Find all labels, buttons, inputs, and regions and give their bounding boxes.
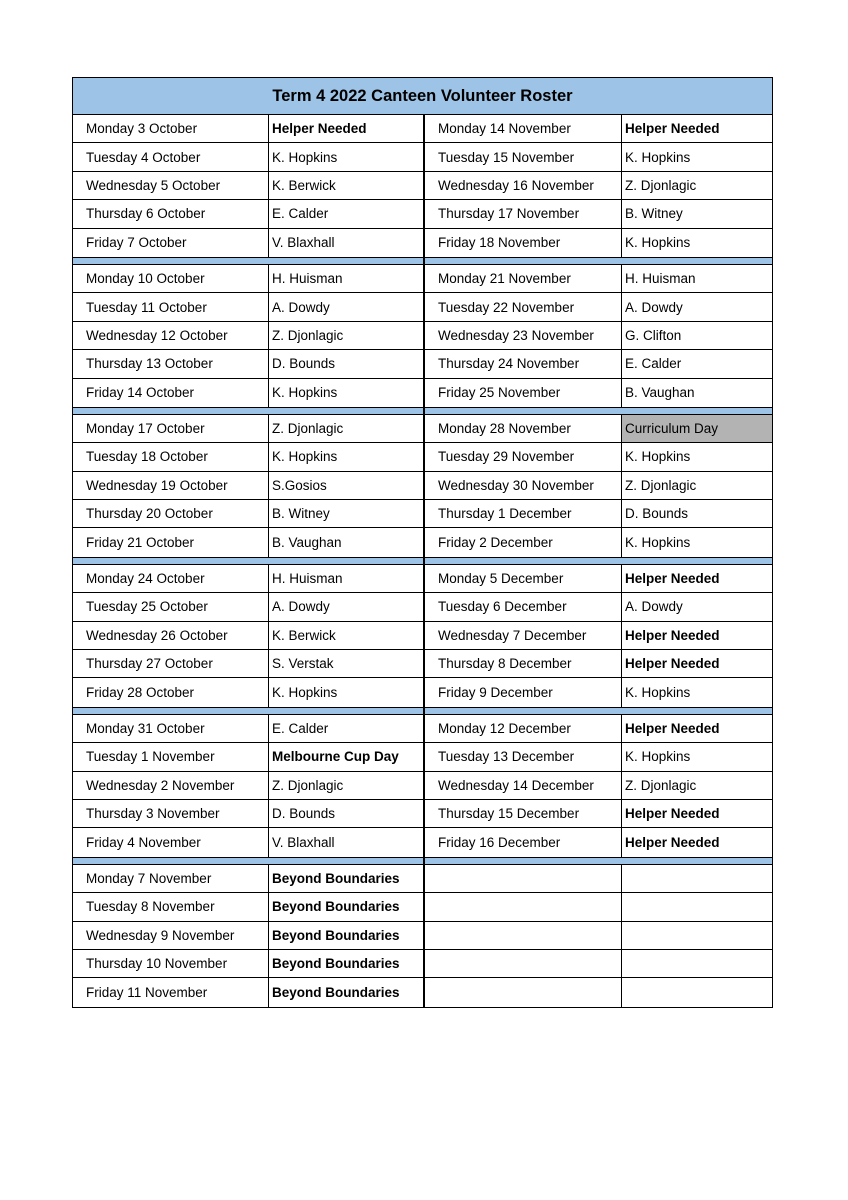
day-cell: Wednesday 26 October [73,622,269,649]
volunteer-cell: D. Bounds [272,356,336,372]
day-cell: Friday 21 October [73,528,269,556]
week-block [73,265,423,407]
week-block [425,115,772,257]
roster-row [425,865,772,893]
day-cell: Monday 5 December [425,565,622,592]
volunteer-cell: A. Dowdy [272,299,330,315]
roster-row [73,800,423,828]
day-cell [425,950,622,977]
day-cell: Thursday 20 October [73,500,269,527]
roster-row [73,200,423,228]
day-cell: Wednesday 14 December [425,772,622,799]
roster-row [73,593,423,621]
day-cell [425,978,622,1006]
volunteer-cell: D. Bounds [625,506,689,522]
volunteer-cell [622,865,772,892]
day-cell: Tuesday 4 October [73,143,269,170]
day-cell [425,893,622,920]
day-cell: Thursday 8 December [425,650,622,677]
day-cell: Tuesday 1 November [73,743,269,770]
roster-row [73,443,423,471]
roster-row [425,622,772,650]
volunteer-cell: D. Bounds [272,806,336,822]
day-cell: Thursday 15 December [425,800,622,827]
volunteer-cell: Z. Djonlagic [272,421,344,437]
volunteer-cell: K. Hopkins [272,685,338,701]
volunteer-cell: V. Blaxhall [272,235,335,251]
day-cell: Friday 25 November [425,379,622,407]
volunteer-cell: E. Calder [272,206,329,222]
day-cell: Friday 9 December [425,678,622,706]
volunteer-cell: Helper Needed [625,627,720,643]
volunteer-cell: K. Hopkins [625,449,691,465]
week-block [425,865,772,1007]
week-separator [73,557,423,565]
day-cell: Monday 14 November [425,115,622,142]
roster-row [425,293,772,321]
roster-row [425,593,772,621]
week-separator [425,407,772,415]
roster-row [73,865,423,893]
roster-row [425,143,772,171]
roster-row [425,115,772,143]
roster-row [425,950,772,978]
roster-row [73,565,423,593]
volunteer-cell: E. Calder [272,721,329,736]
day-cell: Monday 24 October [73,565,269,592]
day-cell: Thursday 6 October [73,200,269,227]
day-cell: Friday 2 December [425,528,622,556]
day-cell: Monday 17 October [73,415,269,442]
day-cell: Friday 7 October [73,229,269,257]
roster-row [425,200,772,228]
volunteer-cell: Beyond Boundaries [272,956,400,972]
volunteer-cell: Helper Needed [625,806,720,822]
roster-row [73,415,423,443]
day-cell: Thursday 13 October [73,350,269,377]
volunteer-cell [622,893,772,920]
week-block [425,265,772,407]
roster-row [73,950,423,978]
day-cell: Tuesday 25 October [73,593,269,620]
volunteer-cell: Z. Djonlagic [625,177,697,193]
day-cell: Thursday 27 October [73,650,269,677]
roster-row [425,322,772,350]
day-cell: Tuesday 11 October [73,293,269,320]
volunteer-cell: V. Blaxhall [272,835,335,851]
week-block [73,115,423,257]
roster-row [425,922,772,950]
volunteer-cell: E. Calder [625,356,682,372]
day-cell: Monday 12 December [425,715,622,742]
day-cell: Friday 4 November [73,828,269,856]
volunteer-cell: A. Dowdy [625,299,683,315]
day-cell: Wednesday 2 November [73,772,269,799]
day-cell: Wednesday 19 October [73,472,269,499]
volunteer-cell [622,950,772,977]
day-cell [425,865,622,892]
day-cell: Friday 14 October [73,379,269,407]
day-cell: Tuesday 15 November [425,143,622,170]
roster-row [73,772,423,800]
roster-row [425,415,772,443]
roster-row [425,528,772,556]
week-block [425,415,772,557]
week-block [425,565,772,707]
day-cell: Tuesday 6 December [425,593,622,620]
volunteer-cell: Helper Needed [625,835,720,851]
week-block [73,865,423,1007]
roster-row [73,893,423,921]
volunteer-cell: Helper Needed [625,121,720,137]
day-cell: Monday 3 October [73,115,269,142]
volunteer-cell: Z. Djonlagic [625,777,697,793]
volunteer-cell: K. Hopkins [625,749,691,765]
right-column [425,115,772,1007]
roster-row [425,265,772,293]
day-cell: Monday 10 October [73,265,269,292]
volunteer-cell: B. Witney [272,506,330,522]
volunteer-cell: H. Huisman [625,271,696,287]
volunteer-cell: K. Berwick [272,627,336,643]
roster-row [73,622,423,650]
roster-row [425,772,772,800]
volunteer-cell: Curriculum Day [622,415,772,442]
roster-row [425,443,772,471]
roster-row [425,893,772,921]
volunteer-cell: Beyond Boundaries [272,870,400,886]
roster-row [425,565,772,593]
roster-row [73,472,423,500]
roster-row [425,678,772,706]
volunteer-cell: S.Gosios [272,477,327,493]
day-cell: Thursday 1 December [425,500,622,527]
volunteer-cell: K. Hopkins [625,149,691,165]
volunteer-cell: K. Berwick [272,177,336,193]
day-cell: Monday 7 November [73,865,269,892]
day-cell: Friday 11 November [73,978,269,1006]
roster-title: Term 4 2022 Canteen Volunteer Roster [73,78,772,115]
volunteer-cell: Beyond Boundaries [272,899,400,915]
roster-table [72,77,773,1008]
day-cell: Thursday 10 November [73,950,269,977]
roster-row [425,500,772,528]
day-cell: Friday 18 November [425,229,622,257]
week-separator [73,407,423,415]
day-cell: Monday 21 November [425,265,622,292]
volunteer-cell: Helper Needed [625,656,720,672]
day-cell: Wednesday 16 November [425,172,622,199]
volunteer-cell [622,978,772,1006]
week-block [73,715,423,857]
volunteer-cell: K. Hopkins [272,449,338,465]
volunteer-cell: K. Hopkins [272,149,338,165]
volunteer-cell: K. Hopkins [625,685,691,701]
volunteer-cell: A. Dowdy [625,599,683,615]
day-cell: Tuesday 22 November [425,293,622,320]
volunteer-cell: K. Hopkins [625,235,691,251]
day-cell [425,922,622,949]
day-cell: Tuesday 18 October [73,443,269,470]
volunteer-cell: Melbourne Cup Day [272,749,399,765]
volunteer-cell: K. Hopkins [625,535,691,551]
week-separator [73,707,423,715]
day-cell: Wednesday 7 December [425,622,622,649]
volunteer-cell: Helper Needed [625,571,720,587]
volunteer-cell: S. Verstak [272,656,334,672]
roster-row [425,379,772,407]
day-cell: Tuesday 29 November [425,443,622,470]
roster-row [425,800,772,828]
week-separator [425,557,772,565]
roster-row [73,500,423,528]
day-cell: Wednesday 5 October [73,172,269,199]
week-separator [73,857,423,865]
roster-row [425,828,772,856]
roster-grid [73,115,772,1007]
day-cell: Tuesday 13 December [425,743,622,770]
week-separator [425,257,772,265]
volunteer-cell: B. Witney [625,206,683,222]
week-separator [73,257,423,265]
volunteer-cell: B. Vaughan [272,535,342,551]
roster-row [425,650,772,678]
week-block [425,715,772,857]
roster-row [73,143,423,171]
day-cell: Wednesday 23 November [425,322,622,349]
roster-row [73,650,423,678]
roster-row [73,229,423,257]
roster-row [73,115,423,143]
roster-row [73,293,423,321]
roster-row [73,743,423,771]
roster-row [425,472,772,500]
week-block [73,565,423,707]
roster-row [73,265,423,293]
roster-row [425,743,772,771]
volunteer-cell: A. Dowdy [272,599,330,615]
volunteer-cell: Beyond Boundaries [272,927,400,943]
day-cell: Thursday 3 November [73,800,269,827]
volunteer-cell: B. Vaughan [625,385,695,401]
day-cell: Monday 31 October [73,715,269,742]
volunteer-cell: Z. Djonlagic [625,477,697,493]
day-cell: Wednesday 30 November [425,472,622,499]
volunteer-cell: Z. Djonlagic [272,777,344,793]
day-cell: Friday 28 October [73,678,269,706]
left-column [73,115,423,1007]
volunteer-cell: G. Clifton [625,327,682,343]
volunteer-cell: Beyond Boundaries [272,985,400,1001]
roster-row [73,172,423,200]
volunteer-cell [622,922,772,949]
roster-row [425,978,772,1006]
roster-row [425,172,772,200]
roster-row [73,978,423,1006]
day-cell: Thursday 24 November [425,350,622,377]
roster-row [73,322,423,350]
week-block [73,415,423,557]
day-cell: Tuesday 8 November [73,893,269,920]
roster-row [73,528,423,556]
roster-row [73,922,423,950]
roster-row [73,678,423,706]
volunteer-cell: Helper Needed [272,121,367,137]
day-cell: Thursday 17 November [425,200,622,227]
day-cell: Friday 16 December [425,828,622,856]
roster-row [73,350,423,378]
volunteer-cell: Helper Needed [625,721,720,736]
volunteer-cell: Z. Djonlagic [272,327,344,343]
roster-row [73,715,423,743]
roster-row [425,350,772,378]
day-cell: Wednesday 12 October [73,322,269,349]
day-cell: Monday 28 November [425,415,622,442]
roster-row [73,828,423,856]
volunteer-cell: K. Hopkins [272,385,338,401]
roster-row [73,379,423,407]
week-separator [425,707,772,715]
volunteer-cell: H. Huisman [272,571,343,587]
roster-row [425,715,772,743]
roster-row [425,229,772,257]
day-cell: Wednesday 9 November [73,922,269,949]
week-separator [425,857,772,865]
volunteer-cell: H. Huisman [272,271,343,287]
